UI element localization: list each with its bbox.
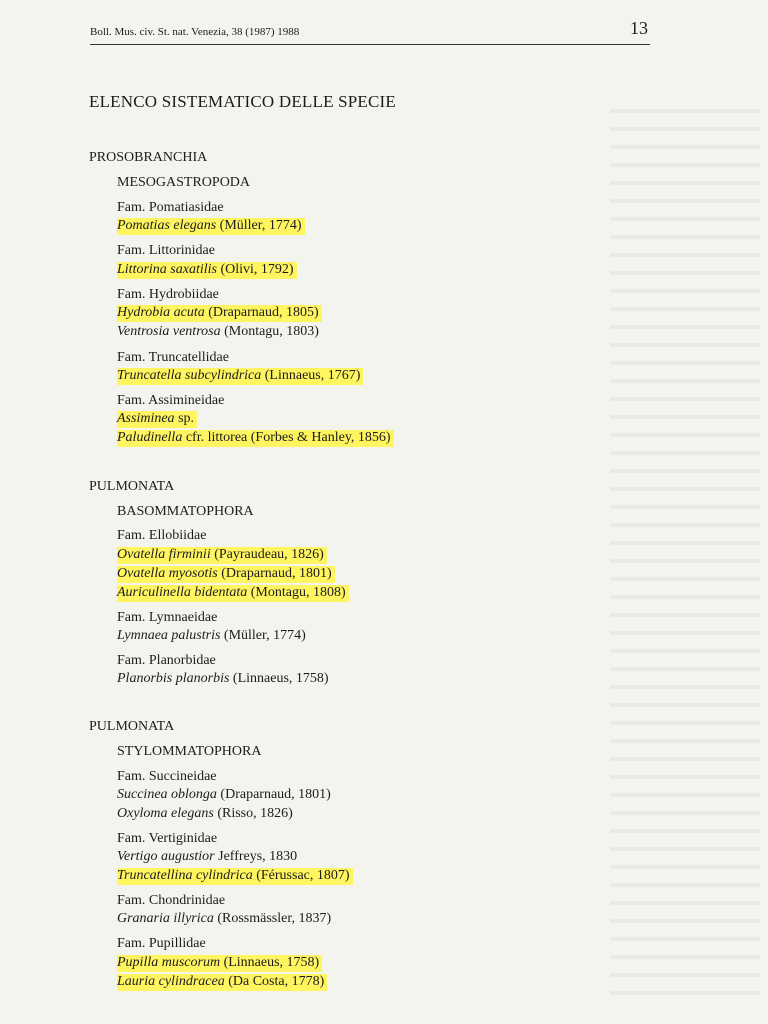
species-entry: [117, 787, 331, 803]
highlight-mark: [117, 368, 363, 383]
family-name: Fam. Pomatiasidae: [117, 200, 224, 215]
species-authority: (Payraudeau, 1826): [214, 547, 324, 562]
species-authority: sp.: [178, 411, 195, 426]
taxon-order-heading: BASOMMATOPHORA: [117, 504, 254, 519]
taxon-order-heading: MESOGASTROPODA: [117, 175, 251, 190]
species-authority: (Da Costa, 1778): [228, 974, 325, 989]
species-authority: (Férussac, 1807): [256, 868, 350, 883]
species-entry: [117, 411, 197, 427]
highlight-mark: [117, 974, 327, 989]
taxon-group-heading: PROSOBRANCHIA: [89, 150, 208, 165]
species-authority: (Rossmässler, 1837): [217, 911, 332, 926]
family-name: Fam. Succineidae: [117, 769, 217, 784]
species-name: Auriculinella bidentata: [117, 585, 248, 600]
species-entry: [117, 955, 322, 971]
species-entry: [117, 566, 335, 582]
species-authority: Jeffreys, 1830: [218, 849, 298, 864]
species-entry: [117, 547, 327, 563]
species-name: Granaria illyrica: [117, 911, 214, 926]
taxon-order-heading: STYLOMMATOPHORA: [117, 744, 262, 759]
species-authority: (Risso, 1826): [217, 806, 293, 821]
family-name: Fam. Assimineidae: [117, 393, 225, 408]
family-name: Fam. Truncatellidae: [117, 350, 229, 365]
family-name: Fam. Littorinidae: [117, 243, 215, 258]
species-name: Ovatella firminii: [117, 547, 211, 562]
family-name: Fam. Planorbidae: [117, 653, 216, 668]
species-name: Ovatella myosotis: [117, 566, 218, 581]
species-authority: (Müller, 1774): [223, 628, 306, 643]
highlight-mark: [117, 411, 197, 426]
species-name: Lymnaea palustris: [117, 628, 221, 643]
species-entry: [117, 849, 297, 865]
species-authority: (Draparnaud, 1805): [208, 305, 319, 320]
species-name: Pupilla muscorum: [117, 955, 221, 970]
family-name: Fam. Hydrobiidae: [117, 287, 219, 302]
page-number: 13: [630, 18, 648, 38]
species-entry: [117, 868, 353, 884]
species-name: Truncatellina cylindrica: [117, 868, 253, 883]
species-name: Succinea oblonga: [117, 787, 217, 802]
highlight-mark: [117, 955, 322, 970]
species-authority: (Montagu, 1803): [224, 324, 319, 339]
species-name: Ventrosia ventrosa: [117, 324, 221, 339]
species-authority: (Montagu, 1808): [250, 585, 346, 600]
species-authority: (Draparnaud, 1801): [221, 566, 332, 581]
species-entry: [117, 974, 327, 990]
species-entry: [117, 305, 322, 321]
species-entry: [117, 911, 331, 927]
species-authority: (Linnaeus, 1758): [223, 955, 320, 970]
species-name: Lauria cylindracea: [117, 974, 225, 989]
species-authority: (Linnaeus, 1767): [264, 368, 361, 383]
species-name: Truncatella subcylindrica: [117, 368, 262, 383]
highlight-mark: [117, 218, 305, 233]
species-name: Littorina saxatilis: [117, 262, 217, 277]
species-authority: cfr. littorea (Forbes & Hanley, 1856): [185, 430, 391, 445]
species-entry: [117, 585, 349, 601]
highlight-mark: [117, 585, 349, 600]
species-entry: [117, 262, 297, 278]
species-entry: [117, 324, 319, 340]
species-entry: [117, 430, 394, 446]
highlight-mark: [117, 547, 327, 562]
taxon-group-heading: PULMONATA: [89, 479, 175, 494]
species-entry: [117, 368, 363, 384]
species-name: Hydrobia acuta: [117, 305, 205, 320]
species-authority: (Linnaeus, 1758): [232, 671, 329, 686]
family-name: Fam. Chondrinidae: [117, 893, 226, 908]
species-name: Oxyloma elegans: [117, 806, 214, 821]
species-authority: (Draparnaud, 1801): [220, 787, 331, 802]
species-name: Assiminea: [117, 411, 175, 426]
species-entry: [117, 806, 293, 822]
species-entry: [117, 671, 329, 687]
journal-citation: Boll. Mus. civ. St. nat. Venezia, 38 (1987) 1988: [90, 26, 300, 38]
running-head: [90, 18, 650, 45]
page-title: ELENCO SISTEMATICO DELLE SPECIE: [89, 92, 396, 111]
bleed-through-text: [610, 95, 760, 995]
highlight-mark: [117, 305, 322, 320]
family-name: Fam. Vertiginidae: [117, 831, 218, 846]
highlight-mark: [117, 430, 394, 445]
family-name: Fam. Ellobiidae: [117, 528, 207, 543]
species-authority: (Müller, 1774): [219, 218, 302, 233]
species-authority: (Olivi, 1792): [220, 262, 294, 277]
highlight-mark: [117, 262, 297, 277]
species-name: Paludinella: [117, 430, 183, 445]
species-entry: [117, 628, 306, 644]
species-name: Pomatias elegans: [117, 218, 217, 233]
family-name: Fam. Pupillidae: [117, 936, 206, 951]
species-name: Vertigo augustior: [117, 849, 215, 864]
highlight-mark: [117, 868, 353, 883]
species-entry: [117, 218, 305, 234]
species-name: Planorbis planorbis: [117, 671, 230, 686]
taxon-group-heading: PULMONATA: [89, 719, 175, 734]
family-name: Fam. Lymnaeidae: [117, 610, 218, 625]
highlight-mark: [117, 566, 335, 581]
